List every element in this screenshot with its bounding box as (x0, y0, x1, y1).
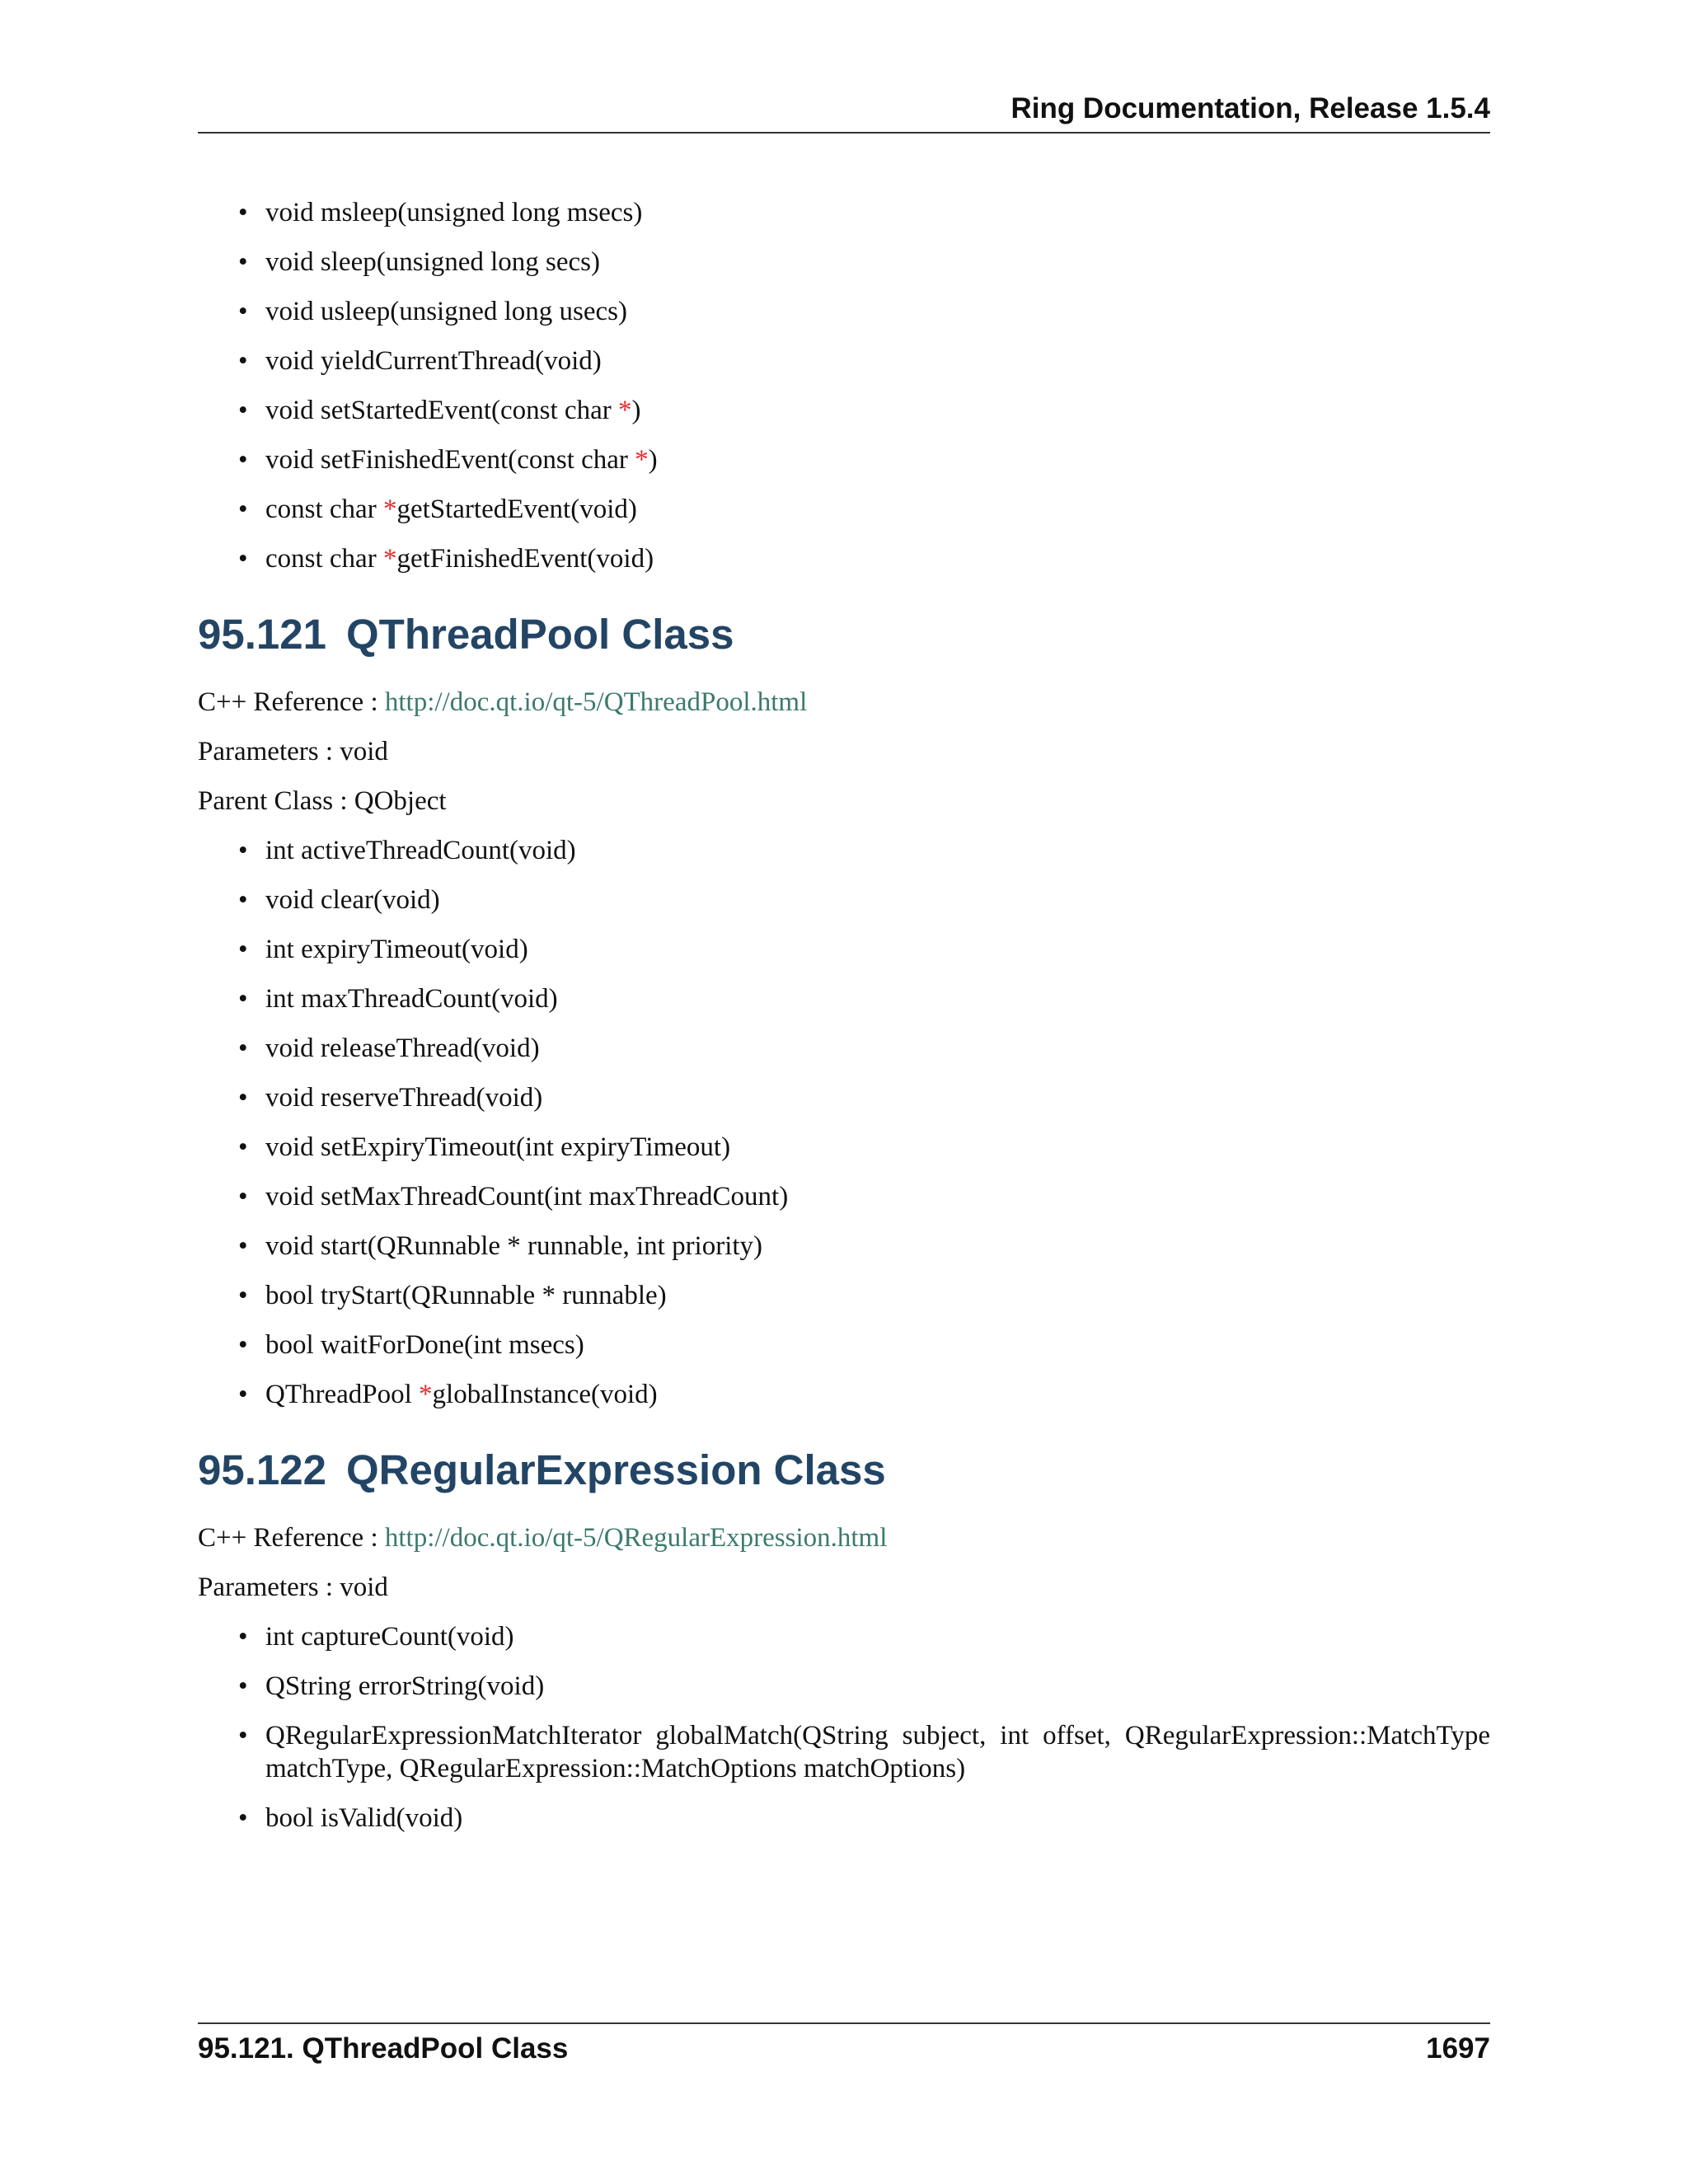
method-item (265, 883, 1490, 916)
parent-class: Parent Class : QObject (198, 786, 447, 816)
method-text: int maxThreadCount(void) (265, 984, 558, 1014)
running-header: Ring Documentation, Release 1.5.4 (198, 92, 1490, 134)
section-heading-qthreadpool (198, 608, 1490, 661)
reference-link[interactable]: http://doc.qt.io/qt-5/QThreadPool.html (384, 687, 808, 717)
method-text-suffix: getStartedEvent(void) (396, 494, 637, 524)
method-text: void setExpiryTimeout(int expiryTimeout) (265, 1132, 731, 1162)
section-number: 95.121 (198, 611, 326, 658)
method-text-suffix: getFinishedEvent(void) (396, 544, 654, 574)
method-text: void start(QRunnable * runnable, int priority) (265, 1231, 763, 1261)
method-item (265, 982, 1490, 1015)
method-text: int activeThreadCount(void) (265, 836, 576, 865)
method-text: void setMaxThreadCount(int maxThreadCount) (265, 1182, 789, 1212)
method-item (265, 1719, 1490, 1785)
method-text: void clear(void) (265, 885, 440, 915)
method-list-qregularexpression (198, 1620, 1490, 1835)
method-text: int expiryTimeout(void) (265, 935, 528, 964)
method-text: void reserveThread(void) (265, 1083, 543, 1113)
method-item (265, 1032, 1490, 1065)
method-text: const char (265, 544, 383, 574)
running-footer (198, 2022, 1490, 2065)
method-item (265, 542, 1490, 575)
method-list-qthreadpool (198, 834, 1490, 1411)
pointer-asterisk: * (419, 1380, 433, 1409)
method-text: QRegularExpressionMatchIterator globalMatch(QString subject, int offset, QRegularExpression::MatchType matchType, QRegularExpression::MatchOptions matchOptions) (265, 1721, 1490, 1783)
page-content (198, 196, 1490, 1851)
method-text: const char (265, 494, 383, 524)
method-text: void sleep(unsigned long secs) (265, 247, 601, 277)
method-item (265, 834, 1490, 867)
method-text-suffix: globalInstance(void) (432, 1380, 658, 1409)
page-number: 1697 (1426, 2032, 1490, 2064)
method-item (265, 295, 1490, 328)
parameters: Parameters : void (198, 737, 388, 766)
method-text-suffix: ) (648, 445, 658, 475)
method-text: bool tryStart(QRunnable * runnable) (265, 1281, 667, 1310)
pointer-asterisk: * (617, 396, 632, 425)
method-text: void usleep(unsigned long usecs) (265, 297, 628, 326)
method-item (265, 1378, 1490, 1411)
method-text: bool waitForDone(int msecs) (265, 1330, 584, 1360)
method-text-suffix: ) (631, 396, 641, 425)
pointer-asterisk: * (635, 445, 649, 475)
reference-link[interactable]: http://doc.qt.io/qt-5/QRegularExpression.html (384, 1523, 888, 1553)
method-text: void setStartedEvent(const char (265, 396, 618, 425)
method-item (265, 493, 1490, 526)
method-item (265, 196, 1490, 229)
method-item (265, 1180, 1490, 1213)
section-heading-qregularexpression (198, 1444, 1490, 1497)
method-item (265, 1131, 1490, 1164)
footer-section: 95.121. QThreadPool Class (198, 2032, 569, 2064)
method-text: QThreadPool (265, 1380, 420, 1409)
method-item (265, 1329, 1490, 1361)
method-item (265, 1081, 1490, 1114)
method-text: bool isValid(void) (265, 1803, 463, 1833)
method-text: void msleep(unsigned long msecs) (265, 198, 643, 227)
section-number: 95.122 (198, 1446, 326, 1493)
method-text: void releaseThread(void) (265, 1033, 540, 1063)
method-item (265, 1620, 1490, 1653)
method-text: void setFinishedEvent(const char (265, 445, 635, 475)
parameters: Parameters : void (198, 1572, 388, 1602)
pointer-asterisk: * (382, 544, 397, 574)
method-list-top (198, 196, 1490, 575)
method-item (265, 443, 1490, 476)
cpp-reference (198, 686, 1490, 719)
method-text: int captureCount(void) (265, 1622, 514, 1652)
method-text: void yieldCurrentThread(void) (265, 346, 602, 376)
reference-label: C++ Reference : (198, 687, 385, 717)
method-item (265, 394, 1490, 427)
method-item (265, 1670, 1490, 1703)
method-text: QString errorString(void) (265, 1671, 545, 1701)
method-item (265, 344, 1490, 377)
method-item (265, 933, 1490, 966)
pointer-asterisk: * (382, 494, 397, 524)
section-title: QThreadPool Class (346, 611, 734, 658)
cpp-reference (198, 1521, 1490, 1554)
reference-label: C++ Reference : (198, 1523, 385, 1553)
method-item (265, 246, 1490, 279)
method-item (265, 1279, 1490, 1312)
section-title: QRegularExpression Class (346, 1446, 886, 1493)
method-item (265, 1230, 1490, 1263)
method-item (265, 1802, 1490, 1835)
